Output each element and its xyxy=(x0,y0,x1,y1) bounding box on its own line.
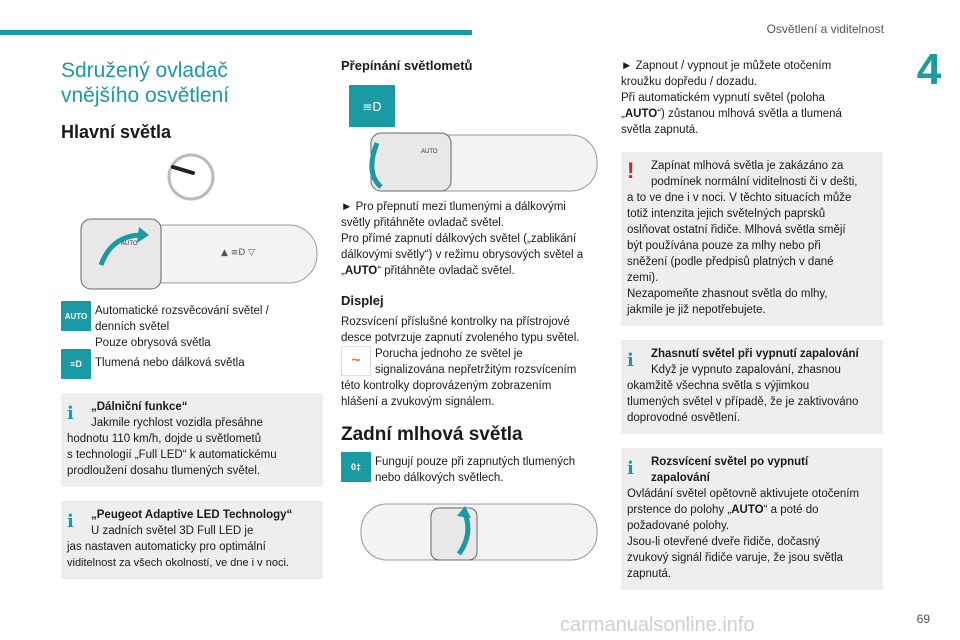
fog-stalk-figure xyxy=(341,494,603,574)
heading-beam-switch: Přepínání světlometů xyxy=(341,58,473,73)
fog-stalk-icon xyxy=(341,494,603,574)
chapter-number: 4 xyxy=(898,40,960,100)
steering-wheel-icon xyxy=(61,153,323,205)
column-3 xyxy=(621,50,883,590)
info-icon: i xyxy=(67,511,74,532)
legend-row-beam: ≡D Tlumená nebo dálková světla xyxy=(61,349,323,379)
svg-text:AUTO: AUTO xyxy=(121,241,138,247)
svg-text:AUTO: AUTO xyxy=(421,149,438,155)
running-header: Osvětlení a viditelnost xyxy=(766,22,884,36)
beam-switch-text: ► Pro přepnutí mezi tlumenými a dálkovými světly přitáhněte ovladač světel. Pro přímé zapnutí dálkových světel („zablikání dálkovými světly“) v režimu obrysových světel a „AUTO“ přitáhněte ovladač světel. xyxy=(341,201,584,277)
heading-headlights: Hlavní světla xyxy=(61,122,172,142)
fog-row: 0‡ Fungují pouze při zapnutých tlumených nebo dálkových světlech. xyxy=(341,452,603,486)
info-box-ignition-off: i Zhasnutí světel při vypnutí zapalování Když je vypnuto zapalování, zhasnou okamžitě všechna světla s výjimkou tlumených světel v případě, že je zaktivováno doprovodné osvětlení. xyxy=(621,340,883,434)
rear-fog-icon: 0‡ xyxy=(341,452,371,482)
fog-ring-text: ► Zapnout / vypnout je můžete otočením kroužku dopředu / dozadu. Při automatickém vypnutí světel (poloha „AUTO“) zůstanou mlhová světla a tlumená světla zapnutá. xyxy=(621,60,842,136)
warning-box-fog: ! Zapínat mlhová světla je zakázáno za podmínek normální viditelnosti či v dešti, a to ve dne i v noci. V těchto situacích může totiž intenzita jejich světelných paprsků oslňovat ostatní řidiče. Mlhová světla smějí být používána pouze za mlhy nebo při sněžení (podle předpisů platných v dané zemi). Nezapomeňte zhasnout světla do mlhy, jakmile je již nepotřebujete. xyxy=(621,152,883,326)
beam-switch-figure xyxy=(341,83,603,195)
header-accent-bar xyxy=(0,30,472,35)
info-icon: i xyxy=(627,350,634,371)
legend-row-auto: AUTO Automatické rozsvěcování světel / denních světel Pouze obrysová světla xyxy=(61,301,323,351)
steering-wheel-figure xyxy=(61,153,323,205)
info-icon: i xyxy=(627,458,634,479)
warning-icon: ! xyxy=(627,158,635,183)
light-stalk-icon xyxy=(61,215,323,295)
lamp-fault-row: ~ Porucha jednoho ze světel je signalizována nepřetržitým rozsvícením xyxy=(341,346,603,378)
info-icon: i xyxy=(67,403,74,424)
info-box-lights-after-ignition: i Rozsvícení světel po vypnutí zapalování Ovládání světel opětovně aktivujete otočením prstence do polohy „AUTO“ a poté do požadované polohy. Jsou-li otevřené dveře řidiče, dočasný zvukový signál řidiče varuje, že jsou světla zapnutá. xyxy=(621,448,883,590)
auto-icon: AUTO xyxy=(61,301,91,331)
beam-switch-stalk-icon xyxy=(341,83,603,195)
svg-text:▲ ≡D ▽: ▲ ≡D ▽ xyxy=(221,248,256,258)
light-stalk-figure xyxy=(61,215,323,295)
lamp-fault-icon: ~ xyxy=(341,346,371,376)
svg-text:≡D: ≡D xyxy=(362,100,382,114)
beam-icon: ≡D xyxy=(61,349,91,379)
heading-rear-fog: Zadní mlhová světla xyxy=(341,424,523,445)
section-title: Sdružený ovladač vnějšího osvětlení xyxy=(61,59,230,107)
info-box-highway: i „Dálniční funkce“ Jakmile rychlost vozidla přesáhne hodnotu 110 km/h, dojde u světlometů s technologií „Full LED“ k automatickému prodloužení dosahu tlumených světel. xyxy=(61,393,323,487)
column-1 xyxy=(61,50,323,579)
display-text: Rozsvícení příslušné kontrolky na přístrojové desce potvrzuje zapnutí zvoleného typu světel. xyxy=(341,316,580,344)
heading-display: Displej xyxy=(341,293,384,308)
column-2: Přepínání světlometů ≡D AUTO ► Pro přepnutí mezi tlumenými a dálkovými světly přitáhněte ovladač světel. Pro přímé zapnutí dálkových světel („zablikání dálkovými světly“) v režimu obrysových světel a „AUTO“ přitáhněte ovladač světel. Displej Rozsvícení příslušné kontrolky na přístrojové desce potvrzuje zapnutí zvoleného typu světel. ~ Porucha jednoho ze světel je signalizována nepřetržitým rozsvícením této kontrolky doprovázeným zobrazením hlášení a zvukovým signálem. Zadní mlhová světla 0‡ Fungují pouze při zapnutých tlumených nebo dálkových světlech. xyxy=(341,50,603,574)
page-number: 69 xyxy=(916,612,930,626)
info-box-adaptive-led: i „Peugeot Adaptive LED Technology“ U zadních světel 3D Full LED je jas nastaven automaticky pro optimální viditelnost za všech okolností, ve dne i v noci. xyxy=(61,501,323,579)
watermark: carmanualsonline.info xyxy=(560,614,755,636)
